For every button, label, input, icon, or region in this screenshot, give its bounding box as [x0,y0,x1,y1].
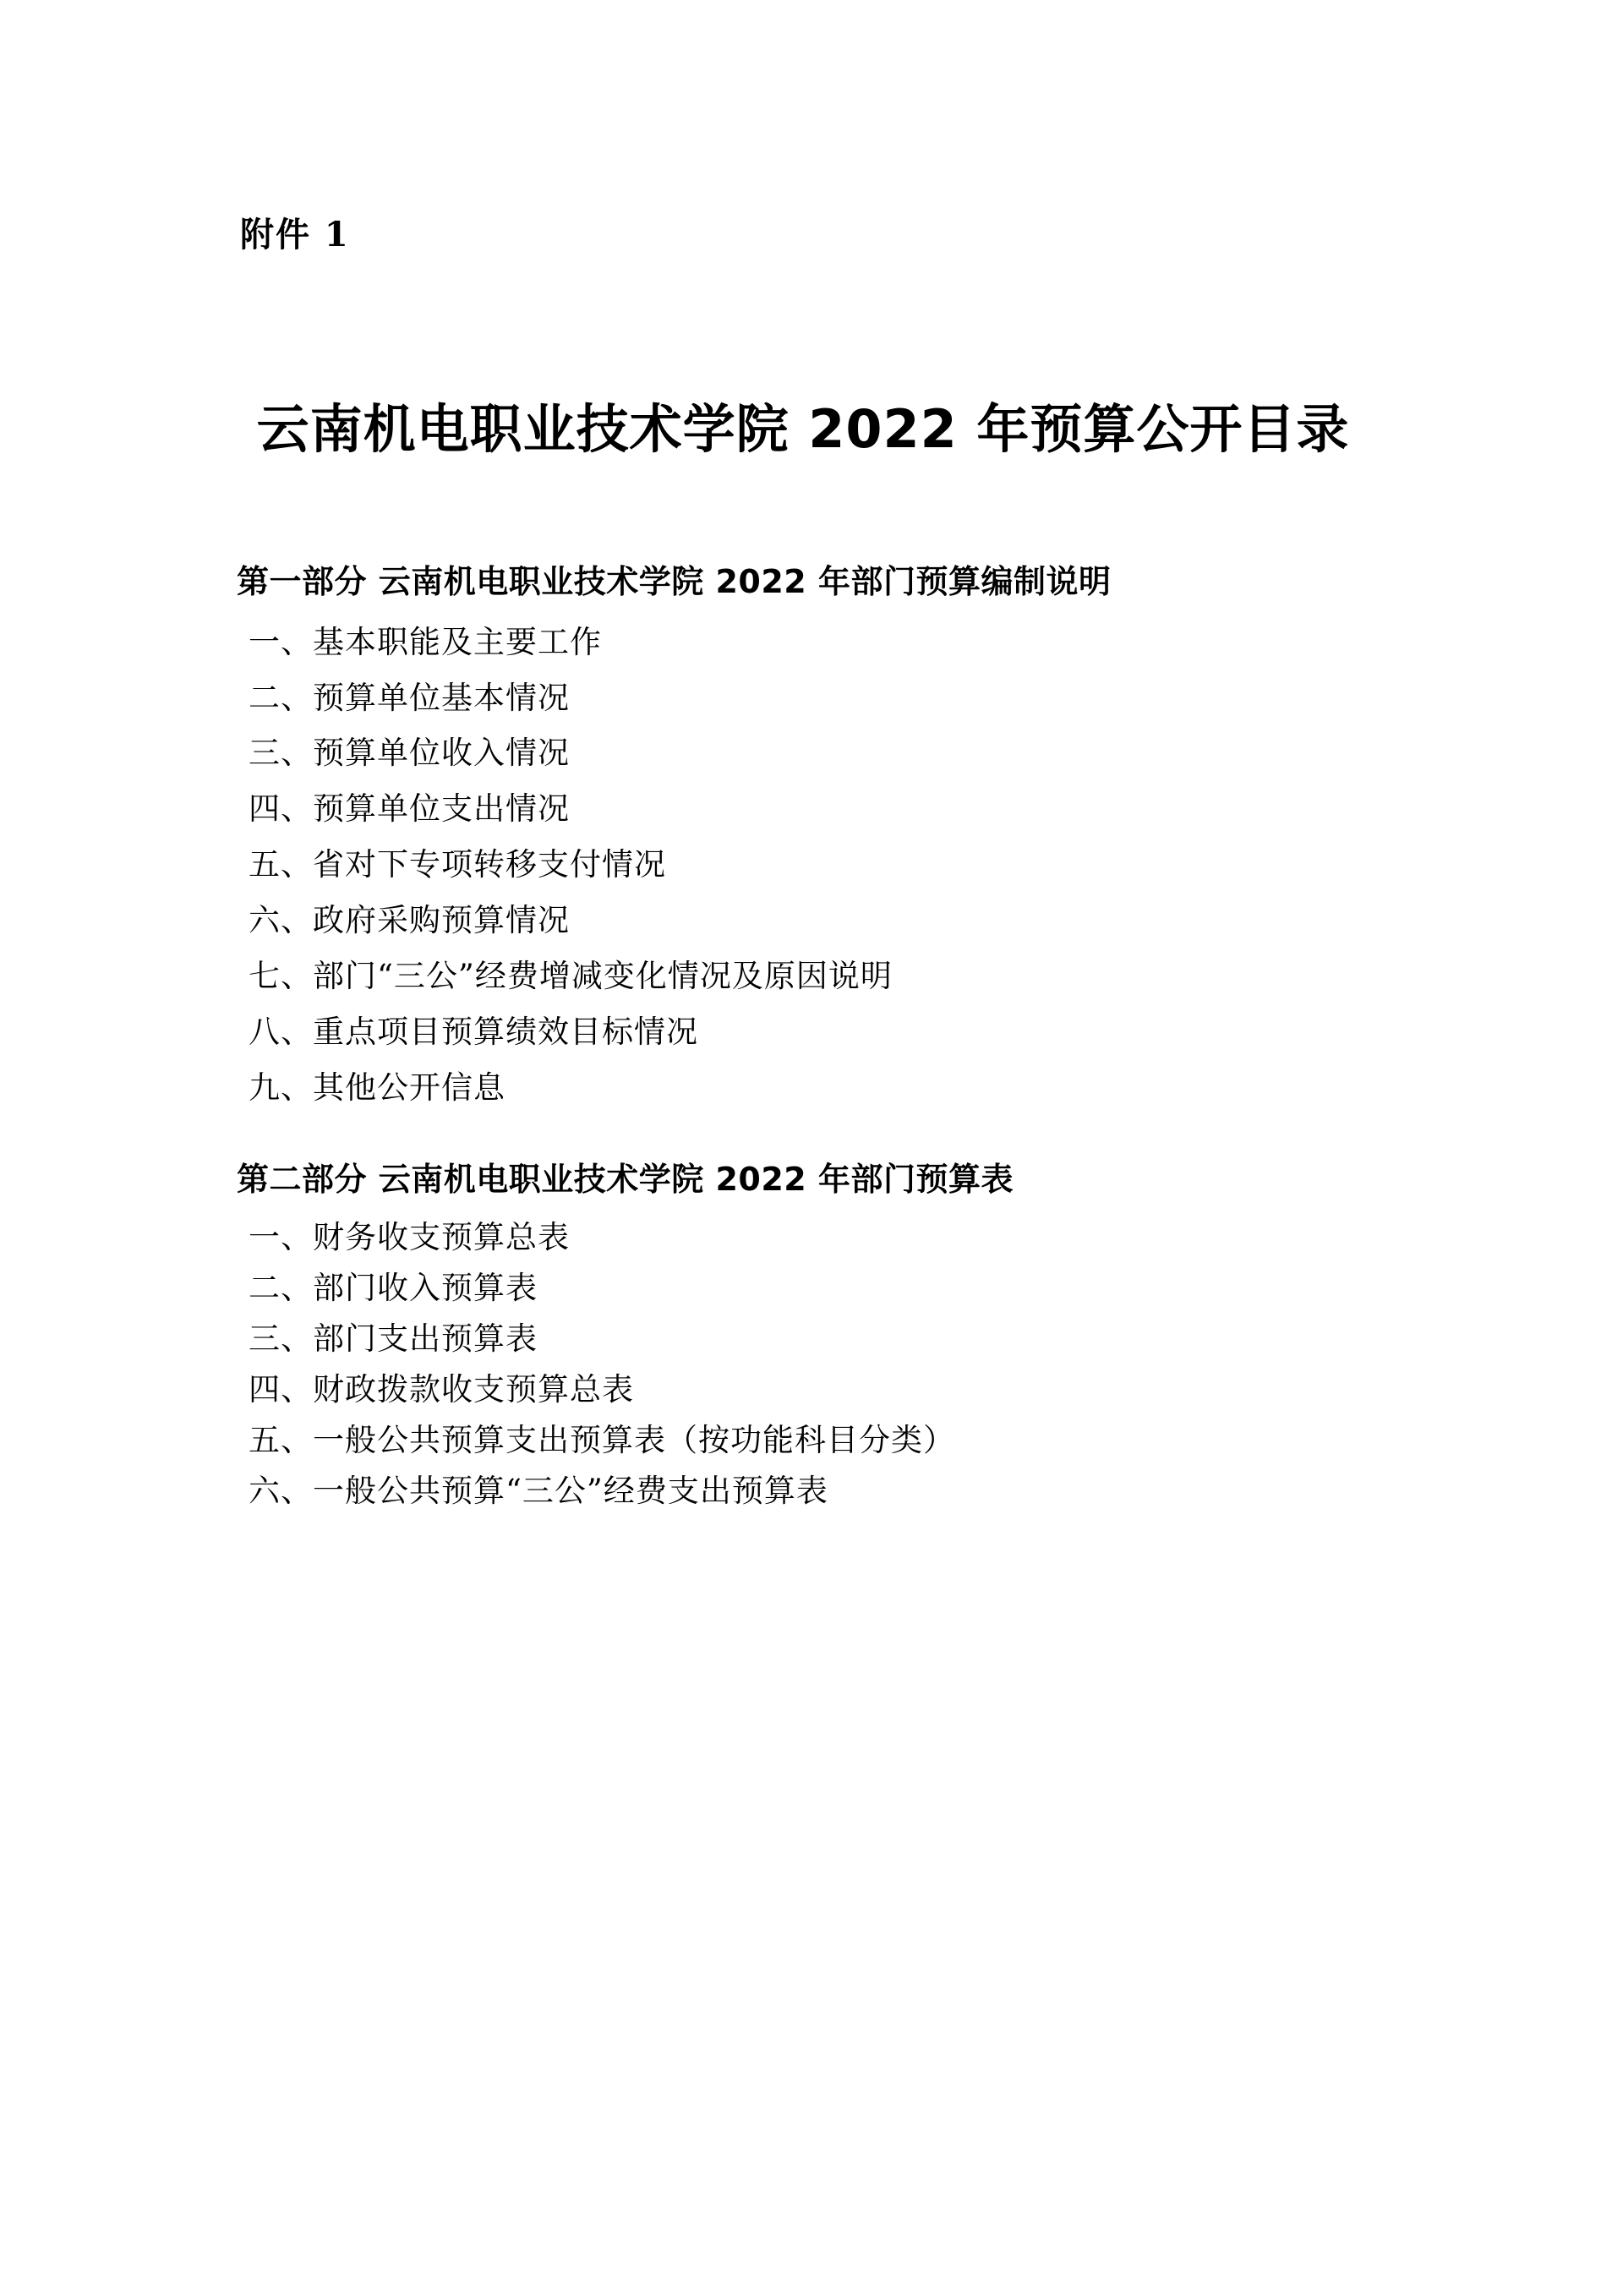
list-item: 六、政府采购预算情况 [249,901,570,938]
list-item: 四、财政拨款收支预算总表 [249,1371,634,1408]
section-heading-part-two: 第二部分 云南机电职业技术学院 2022 年部门预算表 [237,1161,1014,1199]
list-item: 五、省对下专项转移支付情况 [249,846,666,883]
list-item: 八、重点项目预算绩效目标情况 [249,1013,698,1050]
list-item: 九、其他公开信息 [249,1069,505,1106]
section-part-one [237,558,1369,1116]
list-item: 一、财务收支预算总表 [249,1219,570,1256]
toc-list-part-two [237,1212,1369,1517]
section-heading-part-one: 第一部分 云南机电职业技术学院 2022 年部门预算编制说明 [237,562,1112,600]
list-item: 七、部门“三公”经费增减变化情况及原因说明 [249,957,893,994]
list-item: 二、部门收入预算表 [249,1270,538,1307]
page-title: 云南机电职业技术学院 2022 年预算公开目录 [256,398,1350,460]
list-item: 一、基本职能及主要工作 [249,623,602,660]
section-part-two [237,1156,1369,1517]
attachment-label: 附件 1 [240,215,350,254]
list-item: 四、预算单位支出情况 [249,790,570,828]
list-item: 五、一般公共预算支出预算表（按功能科目分类） [249,1422,955,1459]
list-item: 三、预算单位收入情况 [249,735,570,772]
list-item: 二、预算单位基本情况 [249,679,570,716]
toc-list-part-one [237,615,1369,1116]
list-item: 六、一般公共预算“三公”经费支出预算表 [249,1473,828,1510]
list-item: 三、部门支出预算表 [249,1320,538,1358]
